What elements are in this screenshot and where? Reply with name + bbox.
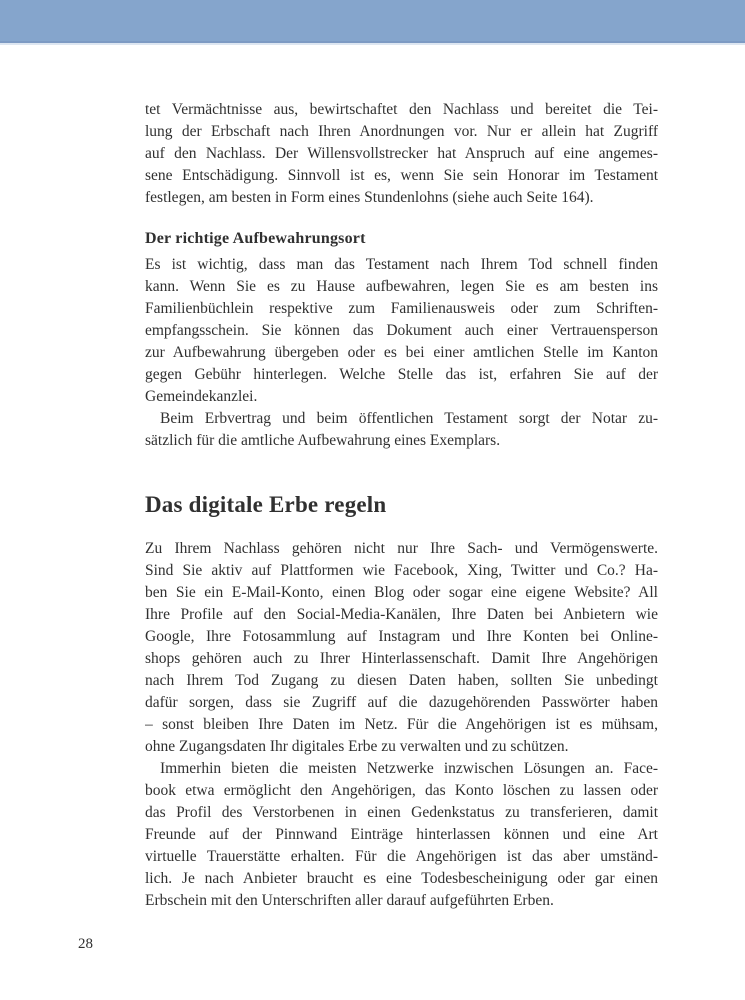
text-line: zur Aufbewahrung übergeben oder es bei einer amtlichen Stelle im Kanton (145, 344, 658, 361)
text-line: Familienbüchlein respektive zum Familienausweis oder zum Schriften- (145, 300, 658, 317)
text-line: empfangsschein. Sie können das Dokument auch einer Vertrauensperson (145, 322, 658, 339)
section-heading-aufbewahrungsort: Der richtige Aufbewahrungsort (145, 230, 366, 247)
paragraph-digital-assets (145, 538, 658, 758)
text-line: Erbschein mit den Unterschriften aller darauf aufgeführten Erben. (145, 892, 554, 909)
paragraph-notary (145, 408, 658, 452)
text-line: Immerhin bieten die meisten Netzwerke inzwischen Lösungen an. Face- (160, 760, 658, 777)
text-line: ben Sie ein E-Mail-Konto, einen Blog oder sogar eine eigene Website? All (145, 584, 658, 601)
text-line: auf den Nachlass. Der Willensvollstrecker hat Anspruch auf eine angemes- (145, 145, 658, 162)
paragraph-storage-location (145, 254, 658, 408)
text-line: nach Ihrem Tod Zugang zu diesen Daten haben, sollten Sie unbedingt (145, 672, 658, 689)
text-line: das Profil des Verstorbenen in einen Gedenkstatus zu transferieren, damit (145, 804, 658, 821)
page-content (145, 99, 658, 912)
text-line: virtuelle Trauerstätte erhalten. Für die Angehörigen ist das aber umständ- (145, 848, 658, 865)
text-line: lung der Erbschaft nach Ihren Anordnungen vor. Nur er allein hat Zugriff (145, 123, 658, 140)
text-line: Gemeindekanzlei. (145, 388, 258, 405)
text-line: sätzlich für die amtliche Aufbewahrung eines Exemplars. (145, 432, 501, 449)
text-line: sene Entschädigung. Sinnvoll ist es, wenn Sie sein Honorar im Testament (145, 167, 658, 184)
text-line: gegen Gebühr hinterlegen. Welche Stelle das ist, erfahren Sie auf der (145, 366, 658, 383)
text-line: ohne Zugangsdaten Ihr digitales Erbe zu verwalten und zu schützen. (145, 738, 569, 755)
paragraph-executor-continuation (145, 99, 658, 209)
chapter-heading-digitales-erbe: Das digitale Erbe regeln (145, 492, 387, 517)
text-line: Google, Ihre Fotosammlung auf Instagram und Ihre Konten bei Online- (145, 628, 658, 645)
text-line: festlegen, am besten in Form eines Stundenlohns (siehe auch Seite 164). (145, 189, 594, 206)
text-line: tet Vermächtnisse aus, bewirtschaftet den Nachlass und bereitet die Tei- (145, 101, 658, 118)
text-line: Ihre Profile auf den Social-Media-Kanälen, Ihre Daten bei Anbietern wie (145, 606, 658, 623)
text-line: Sind Sie aktiv auf Plattformen wie Facebook, Xing, Twitter und Co.? Ha- (145, 562, 658, 579)
text-line: kann. Wenn Sie es zu Hause aufbewahren, legen Sie es am besten ins (145, 278, 658, 295)
text-line: dafür sorgen, dass sie Zugriff auf die dazugehörenden Passwörter haben (145, 694, 658, 711)
header-color-bar (0, 0, 745, 43)
text-line: – sonst bleiben Ihre Daten im Netz. Für die Angehörigen ist es mühsam, (145, 716, 658, 733)
text-line: Es ist wichtig, dass man das Testament nach Ihrem Tod schnell finden (145, 256, 658, 273)
page-number: 28 (78, 936, 93, 952)
paragraph-network-solutions (145, 758, 658, 912)
text-line: book etwa ermöglicht den Angehörigen, das Konto löschen zu lassen oder (145, 782, 658, 799)
text-line: shops gehören auch zu Ihrer Hinterlassenschaft. Damit Ihre Angehörigen (145, 650, 658, 667)
text-line: Freunde auf der Pinnwand Einträge hinterlassen können und eine Art (145, 826, 658, 843)
text-line: Zu Ihrem Nachlass gehören nicht nur Ihre Sach- und Vermögenswerte. (145, 540, 658, 557)
text-line: Beim Erbvertrag und beim öffentlichen Testament sorgt der Notar zu- (160, 410, 658, 427)
text-line: lich. Je nach Anbieter braucht es eine Todesbescheinigung oder gar einen (145, 870, 658, 887)
